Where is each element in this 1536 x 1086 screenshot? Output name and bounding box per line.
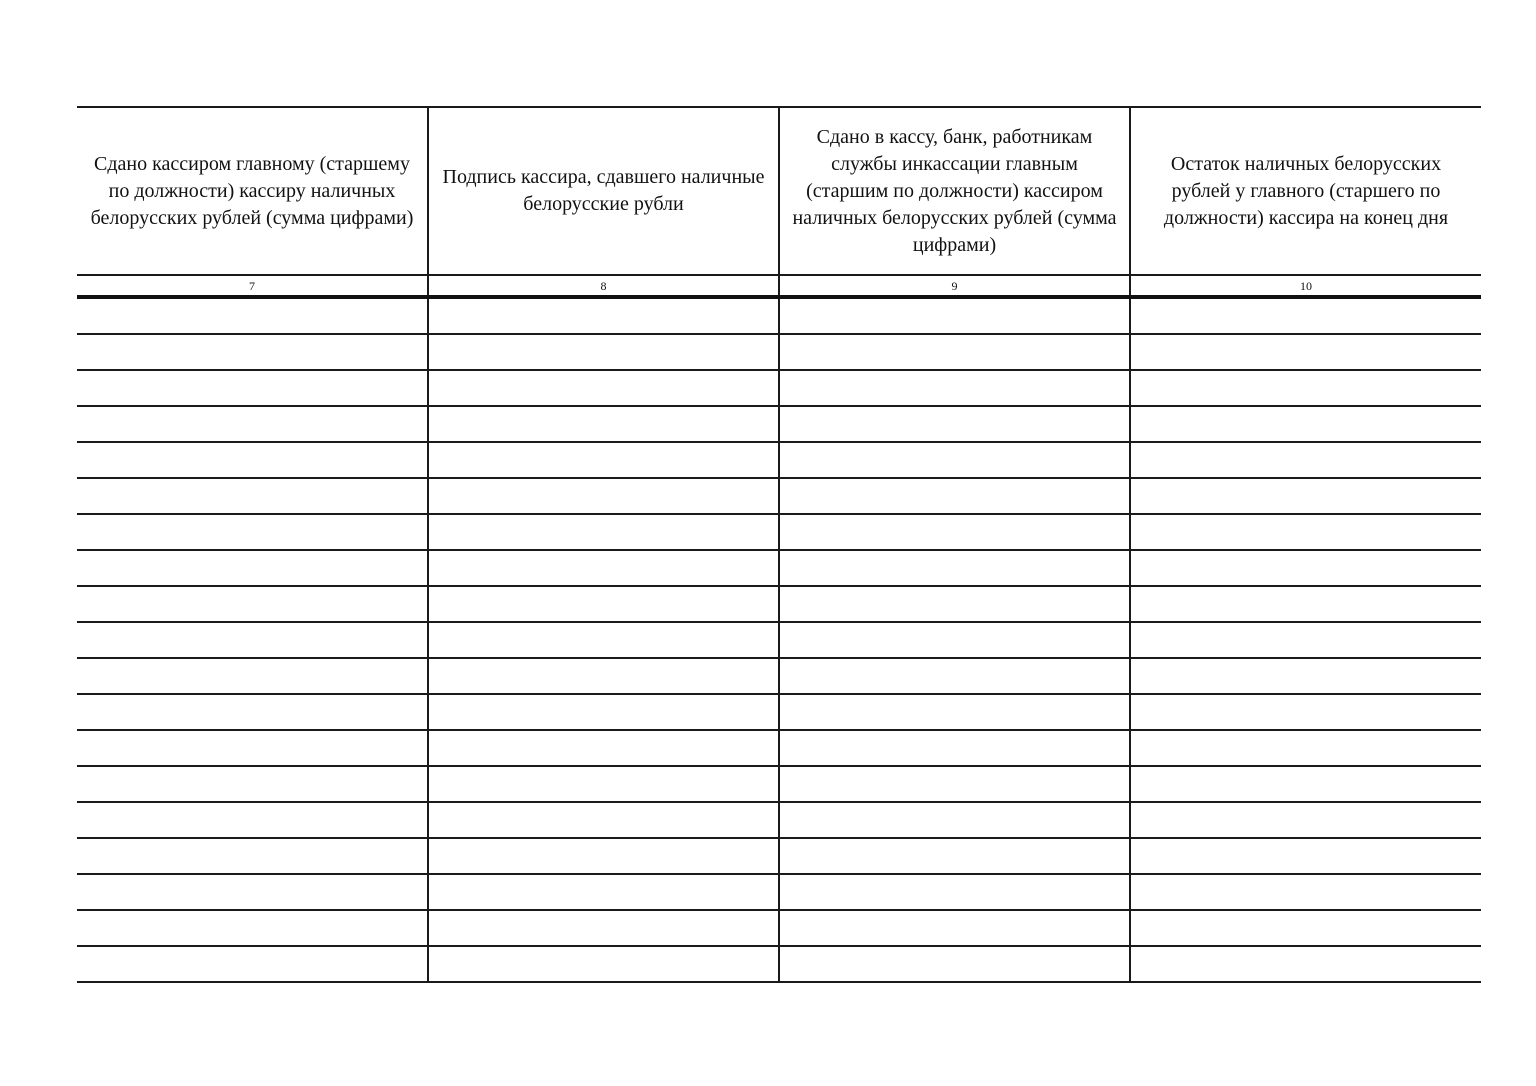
entry-cell-col-7[interactable] <box>77 586 428 622</box>
entry-cell-col-7[interactable] <box>77 946 428 982</box>
entry-cell-col-9[interactable] <box>779 730 1130 766</box>
entry-cell-col-7[interactable] <box>77 730 428 766</box>
cash-register-table <box>77 106 1481 983</box>
entry-cell-col-7[interactable] <box>77 658 428 694</box>
entry-cell-col-9[interactable] <box>779 406 1130 442</box>
entry-cell-col-9[interactable] <box>779 802 1130 838</box>
entry-cell-col-7[interactable] <box>77 514 428 550</box>
entry-cell-col-10[interactable] <box>1130 370 1481 406</box>
entry-cell-col-10[interactable] <box>1130 334 1481 370</box>
entry-cell-col-9[interactable] <box>779 550 1130 586</box>
table-row <box>77 730 1481 766</box>
column-number-7: 7 <box>77 275 428 297</box>
column-number-9: 9 <box>779 275 1130 297</box>
table-row <box>77 838 1481 874</box>
entry-cell-col-9[interactable] <box>779 478 1130 514</box>
table-row <box>77 658 1481 694</box>
entry-cell-col-8[interactable] <box>428 406 779 442</box>
table-row <box>77 297 1481 334</box>
entry-cell-col-10[interactable] <box>1130 946 1481 982</box>
entry-cell-col-10[interactable] <box>1130 586 1481 622</box>
entry-cell-col-8[interactable] <box>428 442 779 478</box>
table-row <box>77 802 1481 838</box>
table-body <box>77 297 1481 982</box>
entry-cell-col-7[interactable] <box>77 802 428 838</box>
entry-cell-col-8[interactable] <box>428 514 779 550</box>
entry-cell-col-8[interactable] <box>428 370 779 406</box>
entry-cell-col-10[interactable] <box>1130 730 1481 766</box>
entry-cell-col-9[interactable] <box>779 910 1130 946</box>
entry-cell-col-8[interactable] <box>428 874 779 910</box>
entry-cell-col-8[interactable] <box>428 946 779 982</box>
entry-cell-col-10[interactable] <box>1130 297 1481 334</box>
entry-cell-col-10[interactable] <box>1130 910 1481 946</box>
entry-cell-col-7[interactable] <box>77 838 428 874</box>
entry-cell-col-8[interactable] <box>428 910 779 946</box>
entry-cell-col-9[interactable] <box>779 766 1130 802</box>
entry-cell-col-9[interactable] <box>779 838 1130 874</box>
entry-cell-col-10[interactable] <box>1130 802 1481 838</box>
entry-cell-col-10[interactable] <box>1130 514 1481 550</box>
entry-cell-col-7[interactable] <box>77 874 428 910</box>
entry-cell-col-7[interactable] <box>77 766 428 802</box>
entry-cell-col-7[interactable] <box>77 550 428 586</box>
entry-cell-col-9[interactable] <box>779 946 1130 982</box>
table-row <box>77 946 1481 982</box>
entry-cell-col-8[interactable] <box>428 730 779 766</box>
entry-cell-col-10[interactable] <box>1130 622 1481 658</box>
table-row <box>77 370 1481 406</box>
entry-cell-col-9[interactable] <box>779 874 1130 910</box>
table-row <box>77 478 1481 514</box>
entry-cell-col-7[interactable] <box>77 622 428 658</box>
entry-cell-col-9[interactable] <box>779 622 1130 658</box>
entry-cell-col-9[interactable] <box>779 334 1130 370</box>
table-row <box>77 874 1481 910</box>
entry-cell-col-9[interactable] <box>779 442 1130 478</box>
column-header-9: Сдано в кассу, банк, работникам службы инкассации главным (старшим по должности) кассиром наличных белорусских рублей (сумма цифрами) <box>779 107 1130 275</box>
entry-cell-col-9[interactable] <box>779 370 1130 406</box>
entry-cell-col-7[interactable] <box>77 910 428 946</box>
table-row <box>77 694 1481 730</box>
entry-cell-col-7[interactable] <box>77 406 428 442</box>
table-row <box>77 442 1481 478</box>
entry-cell-col-8[interactable] <box>428 586 779 622</box>
entry-cell-col-8[interactable] <box>428 838 779 874</box>
entry-cell-col-9[interactable] <box>779 514 1130 550</box>
entry-cell-col-9[interactable] <box>779 658 1130 694</box>
entry-cell-col-10[interactable] <box>1130 694 1481 730</box>
entry-cell-col-8[interactable] <box>428 694 779 730</box>
table-row <box>77 514 1481 550</box>
entry-cell-col-7[interactable] <box>77 297 428 334</box>
table-row <box>77 334 1481 370</box>
entry-cell-col-10[interactable] <box>1130 478 1481 514</box>
table-header-row <box>77 107 1481 275</box>
column-header-10: Остаток наличных белорусских рублей у главного (старшего по должности) кассира на конец дня <box>1130 107 1481 275</box>
entry-cell-col-10[interactable] <box>1130 658 1481 694</box>
table-row <box>77 766 1481 802</box>
column-number-10: 10 <box>1130 275 1481 297</box>
column-number-8: 8 <box>428 275 779 297</box>
table-row <box>77 910 1481 946</box>
entry-cell-col-7[interactable] <box>77 694 428 730</box>
entry-cell-col-7[interactable] <box>77 370 428 406</box>
entry-cell-col-8[interactable] <box>428 802 779 838</box>
entry-cell-col-10[interactable] <box>1130 874 1481 910</box>
entry-cell-col-8[interactable] <box>428 478 779 514</box>
table-row <box>77 586 1481 622</box>
entry-cell-col-9[interactable] <box>779 694 1130 730</box>
entry-cell-col-10[interactable] <box>1130 406 1481 442</box>
table-row <box>77 622 1481 658</box>
entry-cell-col-9[interactable] <box>779 586 1130 622</box>
entry-cell-col-8[interactable] <box>428 766 779 802</box>
entry-cell-col-8[interactable] <box>428 334 779 370</box>
entry-cell-col-8[interactable] <box>428 622 779 658</box>
entry-cell-col-8[interactable] <box>428 550 779 586</box>
entry-cell-col-7[interactable] <box>77 478 428 514</box>
entry-cell-col-7[interactable] <box>77 442 428 478</box>
table-row <box>77 406 1481 442</box>
entry-cell-col-8[interactable] <box>428 297 779 334</box>
column-header-7: Сдано кассиром главному (старшему по должности) кассиру наличных белорусских рублей (сумма цифрами) <box>77 107 428 275</box>
entry-cell-col-8[interactable] <box>428 658 779 694</box>
entry-cell-col-10[interactable] <box>1130 838 1481 874</box>
entry-cell-col-10[interactable] <box>1130 766 1481 802</box>
column-number-row <box>77 275 1481 297</box>
column-header-8: Подпись кассира, сдавшего наличные белорусские рубли <box>428 107 779 275</box>
entry-cell-col-10[interactable] <box>1130 550 1481 586</box>
entry-cell-col-7[interactable] <box>77 334 428 370</box>
entry-cell-col-10[interactable] <box>1130 442 1481 478</box>
entry-cell-col-9[interactable] <box>779 297 1130 334</box>
table-row <box>77 550 1481 586</box>
